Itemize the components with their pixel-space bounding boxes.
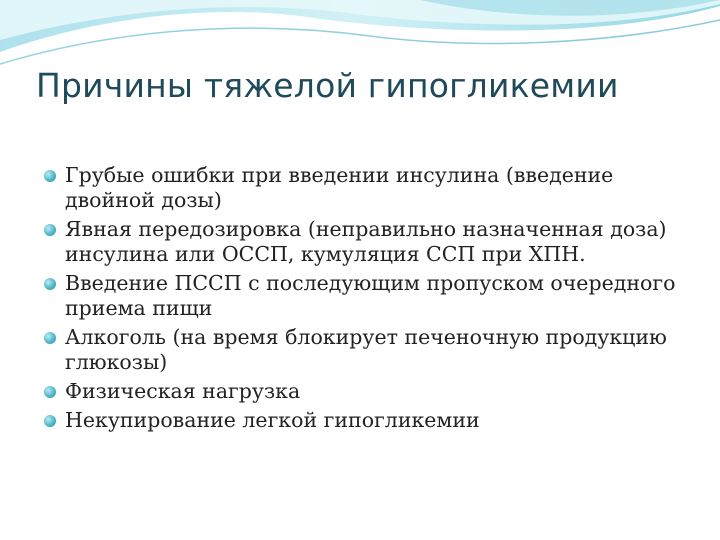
bullet-text: Физическая нагрузка: [65, 379, 301, 403]
list-item: [44, 271, 694, 321]
bullet-text: Некупирование легкой гипогликемии: [65, 408, 480, 432]
bullet-icon: [44, 386, 56, 398]
list-item: [44, 217, 694, 267]
bullet-icon: [44, 332, 56, 344]
bullet-icon: [44, 278, 56, 290]
bullet-text: Грубые ошибки при введении инсулина (введение двойной дозы): [65, 163, 614, 212]
slide-title: Причины тяжелой гипогликемии: [36, 66, 619, 105]
list-item: [44, 379, 694, 404]
bullet-icon: [44, 224, 56, 236]
bullet-text: Явная передозировка (неправильно назначенная доза) инсулина или ОССП, кумуляция ССП при ХПН.: [65, 217, 667, 266]
bullet-text: Введение ПССП с последующим пропуском очередного приема пищи: [65, 271, 676, 320]
list-item: [44, 408, 694, 433]
bullet-icon: [44, 170, 56, 182]
bullet-icon: [44, 415, 56, 427]
list-item: [44, 325, 694, 375]
list-item: [44, 163, 694, 213]
bullet-text: Алкоголь (на время блокирует печеночную продукцию глюкозы): [65, 325, 667, 374]
bullet-list: [44, 163, 694, 437]
